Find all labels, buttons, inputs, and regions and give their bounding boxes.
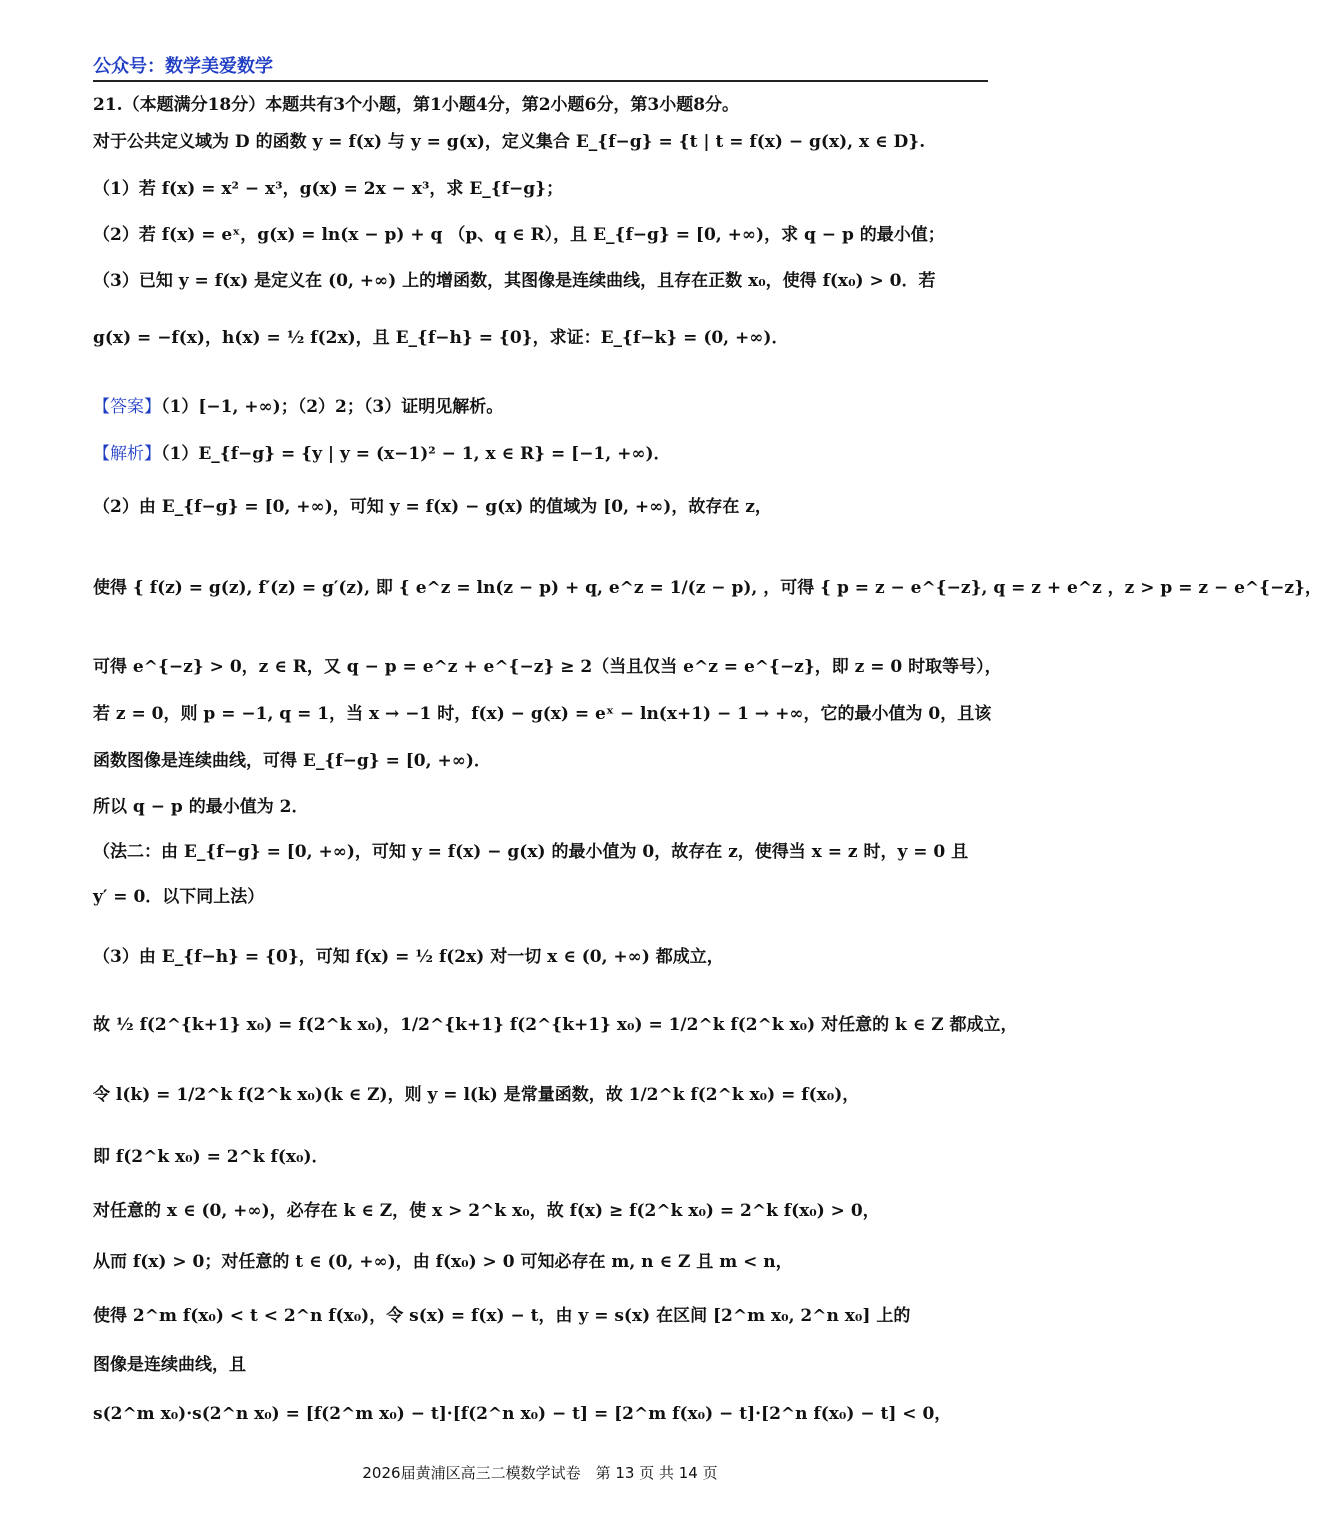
page-footer: 2026届黄浦区高三二模数学试卷 第 13 页 共 14 页 bbox=[362, 1464, 718, 1482]
page-header bbox=[93, 52, 988, 82]
solution-3-step2: 令 l(k) = 1/2^k f(2^k x₀)(k ∈ Z)，则 y = l(k) 是常量函数，故 1/2^k f(2^k x₀) = f(x₀)， bbox=[93, 1085, 860, 1105]
part-3-cont: g(x) = −f(x)，h(x) = ½ f(2x)，且 E_{f−h} = {0}，求证：E_{f−k} = (0, +∞)． bbox=[93, 328, 789, 348]
method-2-cont: y′ = 0．以下同上法） bbox=[93, 887, 265, 907]
solution-1: 【解析】（1）E_{f−g} = {y | y = (x−1)² − 1, x ∈ R} = [−1, +∞)． bbox=[93, 444, 671, 464]
header-title: 公众号：数学美爱数学 bbox=[93, 56, 273, 77]
answer: 【答案】（1）[−1, +∞)；（2）2；（3）证明见解析。 bbox=[93, 397, 504, 417]
part-3: （3）已知 y = f(x) 是定义在 (0, +∞) 上的增函数，其图像是连续曲线，且存在正数 x₀，使得 f(x₀) > 0．若 bbox=[93, 271, 936, 291]
solution-2-check: 若 z = 0，则 p = −1, q = 1，当 x → −1 时，f(x) − g(x) = eˣ − ln(x+1) − 1 → +∞，它的最小值为 0，且该 bbox=[93, 704, 992, 724]
method-2: （法二：由 E_{f−g} = [0, +∞)，可知 y = f(x) − g(x) 的最小值为 0，故存在 z，使得当 x = z 时，y = 0 且 bbox=[93, 842, 969, 862]
part-2: （2）若 f(x) = eˣ，g(x) = ln(x − p) + q （p、q ∈ R），且 E_{f−g} = [0, +∞)，求 q − p 的最小值； bbox=[93, 225, 945, 245]
solution-3-step6: 使得 2^m f(x₀) < t < 2^n f(x₀)，令 s(x) = f(x) − t，由 y = s(x) 在区间 [2^m x₀, 2^n x₀] 上的 bbox=[93, 1306, 911, 1326]
solution-3-step1: 故 ½ f(2^{k+1} x₀) = f(2^k x₀)，1/2^{k+1} f(2^{k+1} x₀) = 1/2^k f(2^k x₀) 对任意的 k ∈ Z 都成立， bbox=[93, 1015, 1018, 1035]
solution-1-tag: 【解析】 bbox=[93, 444, 161, 464]
solution-2-system: 使得 { f(z) = g(z), f′(z) = g′(z), 即 { e^z = ln(z − p) + q, e^z = 1/(z − p), ，可得 { p = z − e^{−z}, q = z + e^z ，z > p = z − e^{−z}， bbox=[93, 578, 1322, 598]
solution-2-conclusion: 函数图像是连续曲线，可得 E_{f−g} = [0, +∞)． bbox=[93, 751, 491, 771]
solution-3-intro: （3）由 E_{f−h} = {0}，可知 f(x) = ½ f(2x) 对一切 x ∈ (0, +∞) 都成立， bbox=[93, 947, 724, 967]
solution-3-step3: 即 f(2^k x₀) = 2^k f(x₀)． bbox=[93, 1147, 329, 1167]
answer-tag: 【答案】 bbox=[93, 397, 161, 417]
solution-2-ineq: 可得 e^{−z} > 0，z ∈ R，又 q − p = e^z + e^{−z} ≥ 2（当且仅当 e^z = e^{−z}，即 z = 0 时取等号）， bbox=[93, 657, 1002, 677]
solution-2-min: 所以 q − p 的最小值为 2． bbox=[93, 797, 309, 817]
solution-3-step4: 对任意的 x ∈ (0, +∞)，必存在 k ∈ Z，使 x > 2^k x₀，故 f(x) ≥ f(2^k x₀) = 2^k f(x₀) > 0， bbox=[93, 1201, 880, 1221]
problem-title: 21.（本题满分18分）本题共有3个小题，第1小题4分，第2小题6分，第3小题8分。 bbox=[93, 95, 740, 115]
problem-definition: 对于公共定义域为 D 的函数 y = f(x) 与 y = g(x)，定义集合 E_{f−g} = {t | t = f(x) − g(x), x ∈ D}. bbox=[93, 132, 926, 152]
solution-3-step7: 图像是连续曲线，且 bbox=[93, 1355, 246, 1375]
solution-3-step5: 从而 f(x) > 0；对任意的 t ∈ (0, +∞)，由 f(x₀) > 0 可知必存在 m, n ∈ Z 且 m < n， bbox=[93, 1252, 793, 1272]
part-1: （1）若 f(x) = x² − x³，g(x) = 2x − x³，求 E_{f−g}； bbox=[93, 179, 564, 199]
solution-3-step8: s(2^m x₀)·s(2^n x₀) = [f(2^m x₀) − t]·[f(2^n x₀) − t] = [2^m f(x₀) − t]·[2^n f(x₀) − t] < 0， bbox=[93, 1404, 952, 1424]
solution-2-intro: （2）由 E_{f−g} = [0, +∞)，可知 y = f(x) − g(x) 的值域为 [0, +∞)，故存在 z， bbox=[93, 497, 772, 517]
